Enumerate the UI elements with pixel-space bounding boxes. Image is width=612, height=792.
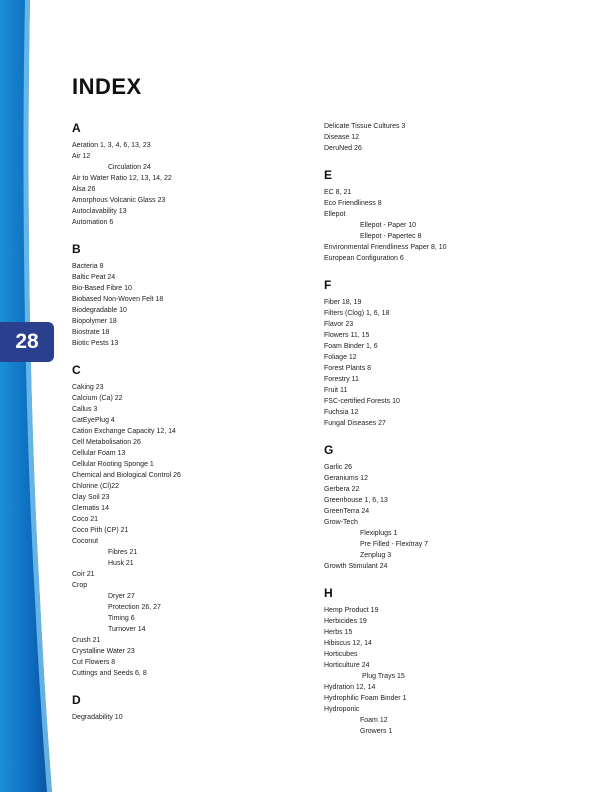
index-entry: Coco 21 [72,516,99,523]
index-entry: Forestry 11 [324,376,359,383]
index-section [324,443,554,572]
index-entry: Grow-Tech [324,519,358,526]
index-section [72,693,302,723]
section-letter: D [72,693,81,707]
index-section [324,168,554,264]
index-entry: Hydrophilic Foam Binder 1 [324,695,407,702]
index-entry: Coco Pith (CP) 21 [72,527,129,534]
section-letter: H [324,586,333,600]
index-entry: Greenhouse 1, 6, 13 [324,497,388,504]
index-subentry: Ellepot - Paper 10 [360,222,417,229]
index-entry: Calcium (Ca) 22 [72,395,123,402]
index-entry: Gerbera 22 [324,486,360,493]
index-subentry: Circulation 24 [108,164,151,171]
index-entry: Delicate Tissue Cultures 3 [324,123,406,130]
index-subentry: Growers 1 [360,728,393,735]
index-entry: Biostrate 18 [72,329,110,336]
index-entry: Herbs 15 [324,629,353,636]
section-letter: A [72,121,81,135]
index-entry: Crop [72,582,88,589]
index-entry: Horticulture 24 [324,662,370,669]
index-entry: Biopolymer 18 [72,318,117,325]
index-entry: Fiber 18, 19 [324,299,362,306]
index-entry: Biobased Non-Woven Felt 18 [72,296,164,303]
index-section [324,121,554,154]
index-entry: Alsa 26 [72,186,96,193]
index-section [72,363,302,679]
index-column-right [324,121,554,751]
index-entry: Baltic Peat 24 [72,274,116,281]
index-subentry: Ellepot - Papertec 8 [360,233,422,240]
index-subentry: Husk 21 [108,560,134,567]
index-section [324,278,554,429]
index-section [72,242,302,349]
index-subentry: Plug Trays 15 [362,673,405,680]
index-entry: Air 12 [72,153,91,160]
index-entry: Callus 3 [72,406,98,413]
page-title: INDEX [72,74,142,99]
index-entry: Garlic 26 [324,464,353,471]
index-entry: Coconut [72,538,99,545]
index-subentry: Foam 12 [360,717,388,724]
index-entry: Cuttings and Seeds 6, 8 [72,670,147,677]
blue-sidebar-decoration [0,0,60,792]
index-entry: Cellular Foam 13 [72,450,126,457]
index-subentry: Timing 6 [108,615,135,622]
index-entry: Cut Flowers 8 [72,659,116,666]
index-entry: Automation 6 [72,219,114,226]
index-section [72,121,302,228]
index-entry: GreenTerra 24 [324,508,370,515]
index-entry: Growth Stimulant 24 [324,563,388,570]
index-entry: Amorphous Volcanic Glass 23 [72,197,166,204]
index-entry: Bio-Based Fibre 10 [72,285,132,292]
index-entry: Hibiscus 12, 14 [324,640,372,647]
index-subentry: Fibres 21 [108,549,138,556]
index-entry: Eco Friendliness 8 [324,200,382,207]
index-entry: Fruit 11 [324,387,348,394]
index-entry: Ellepot [324,211,346,218]
index-entry: Cation Exchange Capacity 12, 14 [72,428,176,435]
index-subentry: Protection 26, 27 [108,604,161,611]
index-entry: Flavor 23 [324,321,354,328]
index-subentry: Dryer 27 [108,593,135,600]
index-entry: Foliage 12 [324,354,357,361]
index-entry: Horticubes [324,651,358,658]
index-entry: Clematis 14 [72,505,109,512]
index-entry: Forest Plants 8 [324,365,372,372]
index-entry: Environmental Friendliness Paper 8, 10 [324,244,447,251]
index-entry: Cellular Rooting Sponge 1 [72,461,154,468]
index-entry: Filters (Clog) 1, 6, 18 [324,310,390,317]
index-entry: DeruNed 26 [324,145,362,152]
index-entry: Bacteria 8 [72,263,104,270]
index-entry: Autoclavability 13 [72,208,127,215]
index-entry: Biotic Pests 13 [72,340,119,347]
index-entry: Fungal Diseases 27 [324,420,386,427]
index-subentry: Pre Filled - Flexitray 7 [360,541,429,548]
index-entry: EC 8, 21 [324,189,352,196]
index-entry: Disease 12 [324,134,360,141]
index-subentry: Turnover 14 [108,626,146,633]
index-entry: Chemical and Biological Control 26 [72,472,181,479]
index-entry: Crush 21 [72,637,101,644]
index-entry: Hemp Product 19 [324,607,379,614]
index-entry: Biodegradable 10 [72,307,127,314]
index-entry: Degradability 10 [72,714,123,721]
section-letter: B [72,242,81,256]
section-letter: F [324,278,332,292]
index-entry: Fuchsia 12 [324,409,359,416]
index-entry: Caking 23 [72,384,104,391]
index-entry: CatEyePlug 4 [72,417,115,424]
index-entry: European Configuration 6 [324,255,404,262]
index-entry: Hydration 12, 14 [324,684,376,691]
index-entry: Chlorine (Cl)22 [72,483,120,490]
index-subentry: Zenplug 3 [360,552,392,559]
index-entry: Hydroponic [324,706,360,713]
index-entry: Crystalline Water 23 [72,648,135,655]
index-entry: Flowers 11, 15 [324,332,370,339]
index-section [324,586,554,737]
index-entry: Geraniums 12 [324,475,368,482]
index-entry: Coir 21 [72,571,95,578]
index-entry: Aeration 1, 3, 4, 6, 13, 23 [72,142,151,149]
page-number-tab: 28 [0,322,54,362]
index-subentry: Flexiplugs 1 [360,530,398,537]
section-letter: C [72,363,81,377]
index-entry: Herbicides 19 [324,618,367,625]
index-entry: Clay Soil 23 [72,494,110,501]
index-entry: Cell Metabolisation 26 [72,439,141,446]
section-letter: G [324,443,334,457]
index-entry: FSC-certified Forests 10 [324,398,400,405]
index-entry: Air to Water Ratio 12, 13, 14, 22 [72,175,172,182]
index-entry: Foam Binder 1, 6 [324,343,378,350]
index-column-left [72,121,302,737]
section-letter: E [324,168,333,182]
